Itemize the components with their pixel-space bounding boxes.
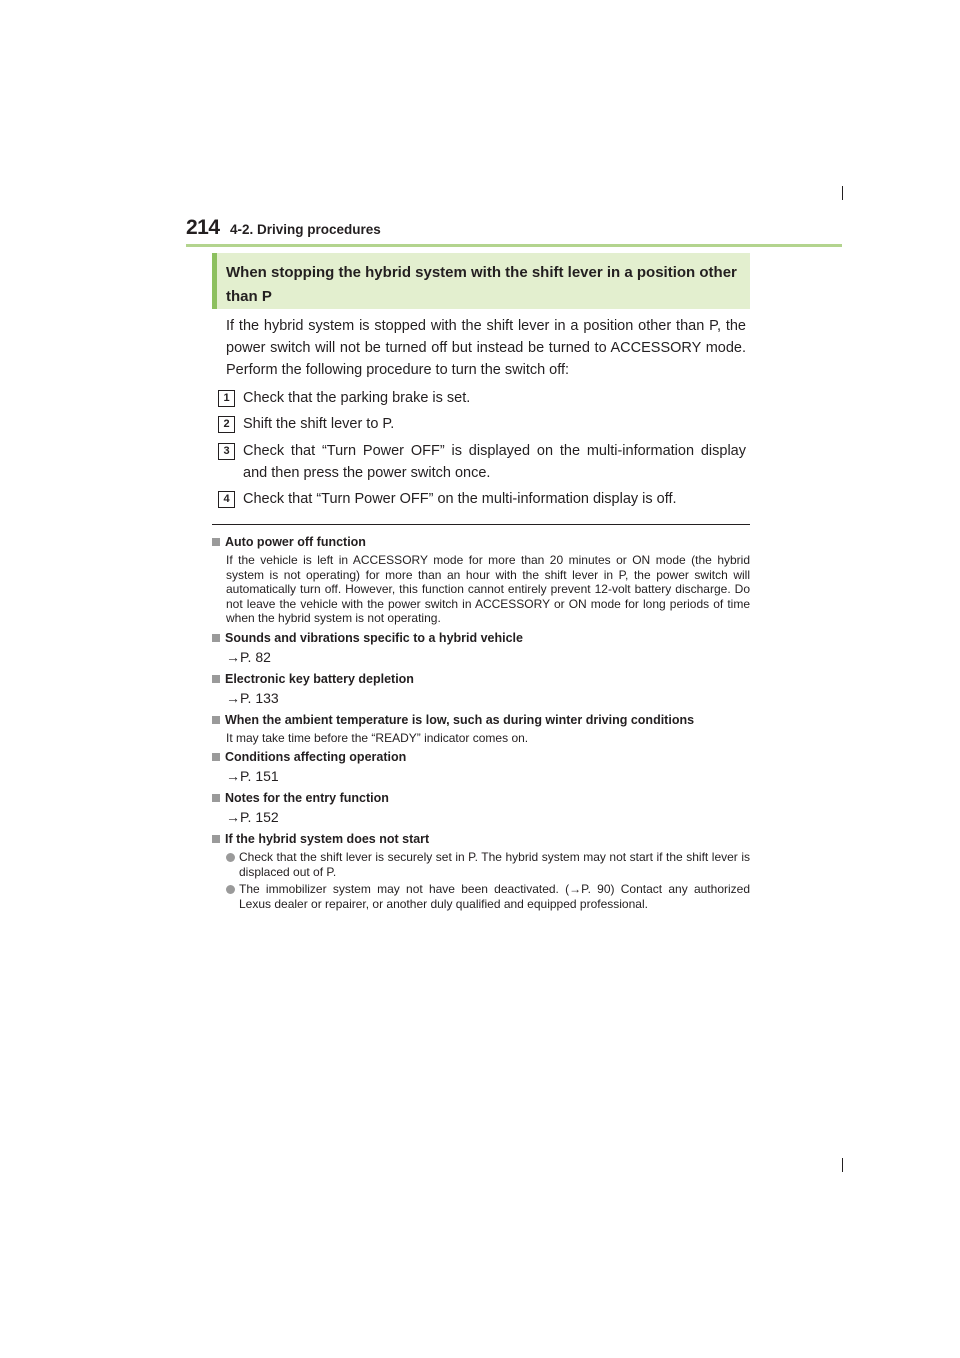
- note-heading-text: Electronic key battery depletion: [225, 671, 414, 686]
- step-number: 4: [218, 491, 235, 508]
- note-heading: [212, 712, 750, 728]
- note-item: [212, 790, 750, 827]
- note-heading: [212, 534, 750, 550]
- header-rule: [186, 244, 842, 247]
- note-heading: [212, 749, 750, 765]
- note-body: It may take time before the “READY” indicator comes on.: [226, 730, 529, 745]
- crop-mark-top: [842, 186, 843, 200]
- page-reference-link[interactable]: →P. 133: [226, 689, 279, 706]
- note-item: [212, 712, 750, 746]
- square-bullet-icon: [212, 835, 220, 843]
- crop-mark-bottom: [842, 1158, 843, 1172]
- page-reference-link[interactable]: →P. 82: [226, 648, 271, 665]
- note-heading-text: Sounds and vibrations specific to a hybrid vehicle: [225, 630, 523, 645]
- note-heading: [212, 790, 750, 806]
- step-text: Check that the parking brake is set.: [243, 390, 471, 406]
- callout-title: When stopping the hybrid system with the shift lever in a position other than P: [226, 264, 737, 305]
- note-item: [212, 630, 750, 667]
- square-bullet-icon: [212, 634, 220, 642]
- note-heading-text: Notes for the entry function: [225, 791, 389, 805]
- square-bullet-icon: [212, 794, 220, 802]
- note-item: [212, 831, 750, 911]
- square-bullet-icon: [212, 753, 220, 761]
- step-number: 1: [218, 390, 235, 407]
- section-divider: [212, 524, 750, 525]
- note-item: [212, 749, 750, 786]
- circle-bullet-icon: [226, 853, 235, 862]
- note-heading-text: If the hybrid system does not start: [225, 832, 430, 846]
- note-heading-text: When the ambient temperature is low, such as during winter driving conditions: [225, 712, 695, 727]
- page-header: [186, 214, 842, 244]
- bullet-text: The immobilizer system may not have been deactivated. (→P. 90) Contact any authorized Lexus dealer or repairer, or another duly qualified and equipped professional.: [239, 882, 750, 911]
- note-heading-text: Conditions affecting operation: [225, 750, 407, 764]
- bullet-item: [212, 882, 750, 911]
- page-reference-link[interactable]: →P. 152: [226, 809, 279, 825]
- section-title: 4-2. Driving procedures: [230, 222, 381, 237]
- page-number: 214: [186, 216, 220, 239]
- circle-bullet-icon: [226, 885, 235, 894]
- note-heading: [212, 630, 750, 646]
- intro-paragraph: If the hybrid system is stopped with the shift lever in a position other than P, the power switch will not be turned off but instead be turned to ACCESSORY mode. Perform the following procedure to turn the switch off:: [226, 318, 746, 378]
- note-heading: [212, 831, 750, 847]
- notes-section: [212, 534, 750, 915]
- step-number: 2: [218, 416, 235, 433]
- square-bullet-icon: [212, 716, 220, 724]
- page-reference-link[interactable]: →P. 151: [226, 768, 279, 784]
- note-heading-text: Auto power off function: [225, 535, 366, 549]
- callout-box: [212, 253, 750, 309]
- note-item: [212, 534, 750, 626]
- note-item: [212, 671, 750, 708]
- square-bullet-icon: [212, 538, 220, 546]
- square-bullet-icon: [212, 675, 220, 683]
- step-text: Shift the shift lever to P.: [243, 416, 395, 432]
- step-text: Check that “Turn Power OFF” is displayed on the multi-information display and then press the power switch once.: [243, 443, 746, 481]
- step-number: 3: [218, 443, 235, 460]
- bullet-text: Check that the shift lever is securely set in P. The hybrid system may not start if the shift lever is displaced out of P.: [239, 850, 750, 879]
- bullet-item: [212, 850, 750, 879]
- note-heading: [212, 671, 750, 687]
- step-text: Check that “Turn Power OFF” on the multi-information display is off.: [243, 491, 677, 507]
- note-body: If the vehicle is left in ACCESSORY mode for more than 20 minutes or ON mode (the hybrid system is not operating) for more than an hour with the shift lever in P, the power switch will automatically turn off. However, this function cannot entirely prevent 12-volt battery discharge. Do not leave the vehicle with the power switch in ACCESSORY or ON mode for long periods of time when the hybrid system is not operating.: [226, 553, 750, 625]
